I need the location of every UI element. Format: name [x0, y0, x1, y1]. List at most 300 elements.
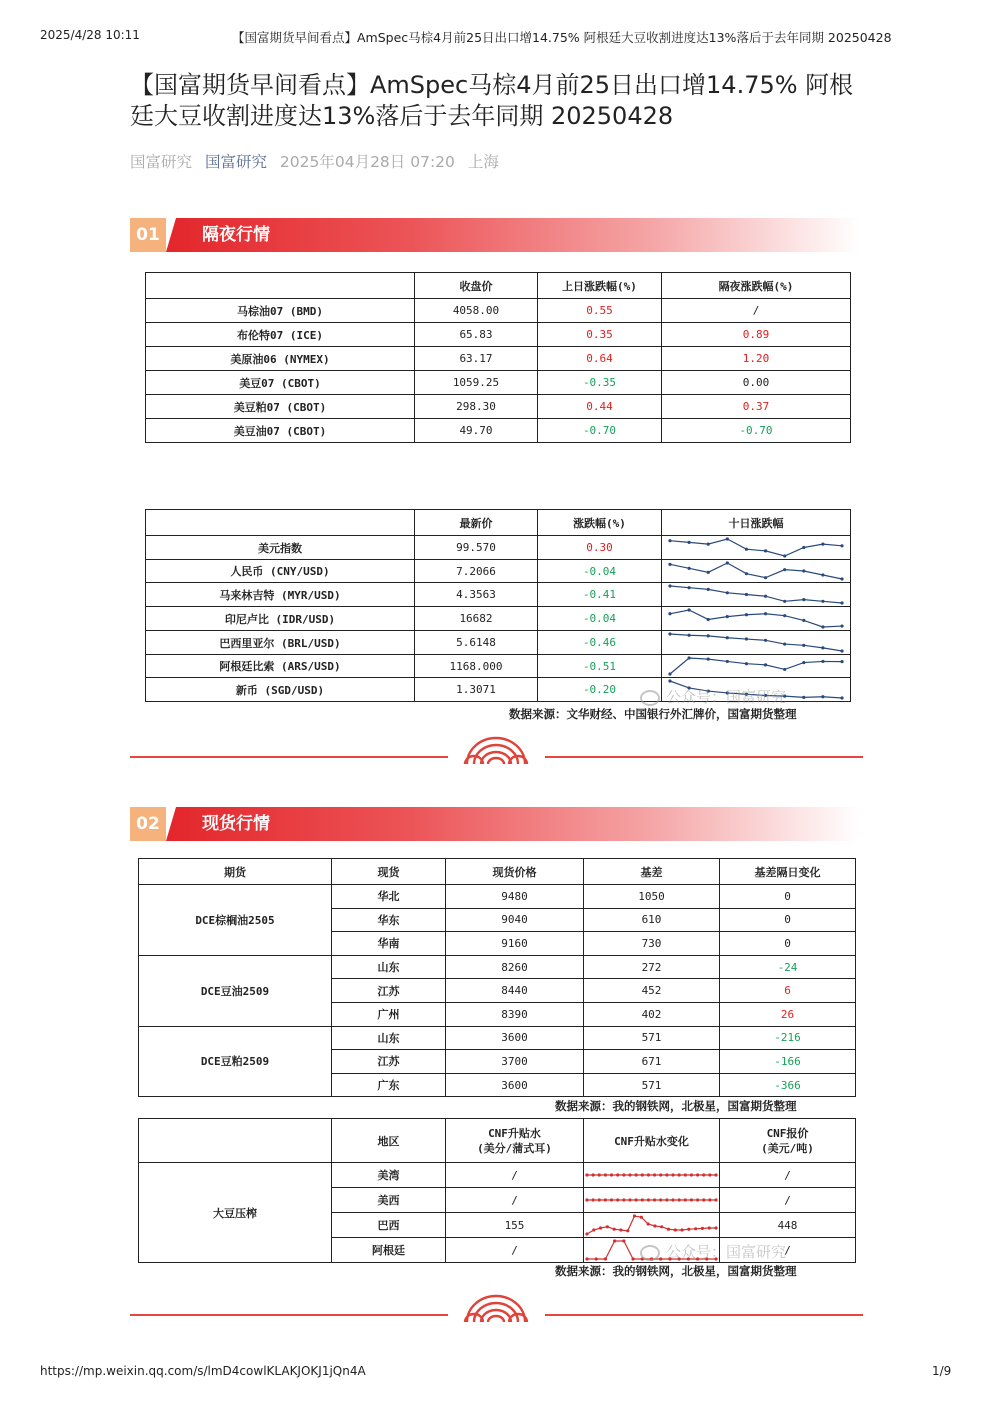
- sparkline-point: [622, 1198, 625, 1201]
- sparkline-point: [687, 541, 690, 544]
- row-label: 马棕油07 (BMD): [146, 299, 415, 323]
- area: 美西: [332, 1188, 446, 1213]
- sparkline-point: [714, 1173, 717, 1176]
- sparkline-point: [665, 1198, 668, 1201]
- sparkline-point: [619, 1228, 622, 1231]
- sparkline-point: [802, 598, 805, 601]
- section-number: 02: [130, 807, 166, 841]
- header-futures: 期货: [139, 859, 332, 885]
- article-source: 国富研究: [130, 153, 193, 171]
- sparkline-point: [694, 1227, 697, 1230]
- sparkline-point: [707, 543, 710, 546]
- header-latest: 最新价: [415, 510, 538, 536]
- prev-change: -0.70: [538, 419, 662, 443]
- sparkline-point: [595, 1257, 598, 1260]
- latest-price: 1168.000: [415, 655, 538, 678]
- close-price: 298.30: [415, 395, 538, 419]
- sparkline-path: [670, 610, 842, 627]
- spot-region: 华东: [332, 908, 446, 932]
- sparkline-point: [668, 539, 671, 542]
- latest-price: 4.3563: [415, 583, 538, 607]
- cnf-premium: /: [446, 1238, 584, 1263]
- row-label: 马来林吉特 (MYR/USD): [146, 583, 415, 607]
- sparkline-path: [670, 658, 842, 674]
- spot-price: 3600: [446, 1073, 584, 1097]
- divider-line-left: [130, 756, 448, 758]
- ten-day-sparkline: [662, 607, 851, 631]
- header-blank: [146, 510, 415, 536]
- section-header-overnight: [130, 218, 860, 252]
- sparkline-point: [616, 1173, 619, 1176]
- sparkline-point: [592, 1228, 595, 1231]
- sparkline-point: [690, 1173, 693, 1176]
- futures-contract: DCE豆油2509: [139, 955, 332, 1026]
- row-label: 美豆07 (CBOT): [146, 371, 415, 395]
- sparkline-point: [628, 1198, 631, 1201]
- sparkline-point: [802, 546, 805, 549]
- spot-region: 江苏: [332, 979, 446, 1003]
- sparkline-point: [610, 1198, 613, 1201]
- sparkline-point: [671, 1198, 674, 1201]
- sparkline-point: [745, 637, 748, 640]
- sparkline-point: [687, 656, 690, 659]
- sparkline-point: [714, 1226, 717, 1229]
- fx-table: [145, 509, 851, 702]
- change-pct: -0.04: [538, 560, 662, 583]
- cnf-quote: /: [720, 1238, 856, 1263]
- sparkline-point: [783, 642, 786, 645]
- basis-change: 26: [720, 1002, 856, 1026]
- cnf-premium: /: [446, 1188, 584, 1213]
- ten-day-sparkline: [662, 536, 851, 560]
- sparkline-point: [687, 608, 690, 611]
- source-note: 数据来源：文华财经、中国银行外汇牌价，国富期货整理: [509, 707, 797, 721]
- spot-region: 江苏: [332, 1050, 446, 1074]
- cnf-quote: /: [720, 1163, 856, 1188]
- row-label: 美元指数: [146, 536, 415, 560]
- sparkline-point: [764, 549, 767, 552]
- table-row: [146, 607, 851, 631]
- sparkline-point: [653, 1224, 656, 1227]
- basis: 452: [584, 979, 720, 1003]
- row-label: 美豆油07 (CBOT): [146, 419, 415, 443]
- table-row: [139, 1163, 856, 1188]
- basis: 272: [584, 955, 720, 979]
- spot-basis-table: [138, 858, 856, 1097]
- sparkline-point: [840, 660, 843, 663]
- sparkline-point: [802, 619, 805, 622]
- prev-change: 0.35: [538, 323, 662, 347]
- futures-contract: DCE棕榈油2505: [139, 885, 332, 956]
- close-price: 63.17: [415, 347, 538, 371]
- divider-line-right: [545, 756, 863, 758]
- basis-change: -166: [720, 1050, 856, 1074]
- cloud-ornament-icon: [463, 736, 529, 766]
- sparkline-point: [726, 591, 729, 594]
- sparkline-point: [640, 1216, 643, 1219]
- basis-change: -366: [720, 1073, 856, 1097]
- table-row: [146, 560, 851, 583]
- header-blank: [139, 1119, 332, 1163]
- sparkline-point: [696, 1198, 699, 1201]
- sparkline-point: [610, 1173, 613, 1176]
- area: 巴西: [332, 1213, 446, 1238]
- sparkline-point: [821, 573, 824, 576]
- sparkline-point: [764, 663, 767, 666]
- table-row: [146, 655, 851, 678]
- prev-change: 0.44: [538, 395, 662, 419]
- row-label: 美原油06 (NYMEX): [146, 347, 415, 371]
- header-basis: 基差: [584, 859, 720, 885]
- sparkline-point: [592, 1198, 595, 1201]
- basis: 730: [584, 932, 720, 956]
- sparkline-point: [585, 1257, 588, 1260]
- sparkline-path: [670, 539, 842, 556]
- sparkline-point: [821, 625, 824, 628]
- sparkline-point: [821, 646, 824, 649]
- table-row: [146, 631, 851, 655]
- sparkline-point: [745, 548, 748, 551]
- print-datetime: 2025/4/28 10:11: [40, 28, 140, 42]
- spot-price: 8260: [446, 955, 584, 979]
- sparkline-point: [667, 1228, 670, 1231]
- sparkline-point: [622, 1173, 625, 1176]
- sparkline-point: [599, 1226, 602, 1229]
- sparkline-point: [668, 612, 671, 615]
- change-pct: -0.41: [538, 583, 662, 607]
- sparkline-point: [783, 568, 786, 571]
- sparkline-point: [745, 572, 748, 575]
- sparkline-point: [628, 1173, 631, 1176]
- account-link[interactable]: 国富研究: [204, 153, 267, 171]
- latest-price: 7.2066: [415, 560, 538, 583]
- sparkline-point: [647, 1173, 650, 1176]
- latest-price: 99.570: [415, 536, 538, 560]
- sparkline-point: [671, 1173, 674, 1176]
- overnight-table: [145, 272, 851, 443]
- prev-change: 0.55: [538, 299, 662, 323]
- publish-location: 上海: [467, 153, 499, 171]
- group-label: 大豆压榨: [139, 1163, 332, 1263]
- basis: 1050: [584, 885, 720, 909]
- spot-region: 山东: [332, 1026, 446, 1050]
- header-spot: 现货: [332, 859, 446, 885]
- night-change: -0.70: [662, 419, 851, 443]
- sparkline-point: [678, 1173, 681, 1176]
- cloud-ornament-icon: [463, 1294, 529, 1324]
- spot-price: 9160: [446, 932, 584, 956]
- spot-price: 8440: [446, 979, 584, 1003]
- sparkline-point: [660, 1225, 663, 1228]
- article-title: 【国富期货早间看点】AmSpec马棕4月前25日出口增14.75% 阿根廷大豆收割进度达13%落后于去年同期 20250428: [130, 71, 854, 130]
- sparkline-point: [840, 649, 843, 652]
- row-label: 新币 (SGD/USD): [146, 678, 415, 702]
- table-row: [146, 371, 851, 395]
- area: 美湾: [332, 1163, 446, 1188]
- table-row: [139, 955, 856, 979]
- sparkline-point: [783, 554, 786, 557]
- cnf-change-sparkline: [584, 1163, 720, 1188]
- basis-change: 6: [720, 979, 856, 1003]
- spot-price: 3700: [446, 1050, 584, 1074]
- sparkline-point: [764, 576, 767, 579]
- basis-change: -216: [720, 1026, 856, 1050]
- sparkline-point: [714, 1198, 717, 1201]
- sparkline-point: [726, 537, 729, 540]
- wechat-icon: [640, 1245, 660, 1261]
- header-change: 涨跌幅(%): [538, 510, 662, 536]
- row-label: 美豆粕07 (CBOT): [146, 395, 415, 419]
- table-row: [146, 299, 851, 323]
- ten-day-sparkline: [662, 583, 851, 607]
- sparkline-point: [702, 1198, 705, 1201]
- sparkline-point: [701, 1227, 704, 1230]
- sparkline-point: [821, 660, 824, 663]
- table-row: [146, 419, 851, 443]
- prev-change: 0.64: [538, 347, 662, 371]
- night-change: 1.20: [662, 347, 851, 371]
- latest-price: 5.6148: [415, 631, 538, 655]
- table-row: [146, 583, 851, 607]
- sparkline-point: [708, 1226, 711, 1229]
- footer-url[interactable]: https://mp.weixin.qq.com/s/lmD4cowlKLAKJOKJ1jQn4A: [40, 1364, 366, 1378]
- print-title: 【国富期货早间看点】AmSpec马棕4月前25日出口增14.75% 阿根廷大豆收割进度达13%落后于去年同期 20250428: [232, 30, 892, 45]
- sparkline-point: [659, 1198, 662, 1201]
- sparkline-point: [802, 644, 805, 647]
- sparkline-point: [708, 1173, 711, 1176]
- sparkline-point: [668, 563, 671, 566]
- header-close: 收盘价: [415, 273, 538, 299]
- row-label: 布伦特07 (ICE): [146, 323, 415, 347]
- row-label: 阿根廷比索 (ARS/USD): [146, 655, 415, 678]
- table-row: [146, 323, 851, 347]
- basis-change: 0: [720, 932, 856, 956]
- section-banner: [166, 807, 860, 841]
- sparkline-point: [647, 1222, 650, 1225]
- sparkline-point: [707, 634, 710, 637]
- sparkline-point: [678, 1198, 681, 1201]
- sparkline-point: [668, 672, 671, 675]
- close-price: 65.83: [415, 323, 538, 347]
- watermark: 公众号：国富研究: [640, 686, 786, 707]
- table-row: [139, 1026, 856, 1050]
- sparkline-point: [647, 1198, 650, 1201]
- spot-price: 9040: [446, 908, 584, 932]
- basis-change: -24: [720, 955, 856, 979]
- sparkline-point: [687, 586, 690, 589]
- close-price: 4058.00: [415, 299, 538, 323]
- sparkline-point: [840, 696, 843, 699]
- sparkline-point: [707, 571, 710, 574]
- sparkline-point: [616, 1198, 619, 1201]
- cnf-quote: 448: [720, 1213, 856, 1238]
- header-basis-change: 基差隔日变化: [720, 859, 856, 885]
- sparkline-point: [783, 614, 786, 617]
- sparkline-point: [613, 1239, 616, 1242]
- area: 阿根廷: [332, 1238, 446, 1263]
- basis: 402: [584, 1002, 720, 1026]
- sparkline-point: [696, 1173, 699, 1176]
- night-change: 0.89: [662, 323, 851, 347]
- header-area: 地区: [332, 1119, 446, 1163]
- divider-line-right: [545, 1314, 863, 1316]
- header-night-change: 隔夜涨跌幅(%): [662, 273, 851, 299]
- latest-price: 16682: [415, 607, 538, 631]
- sparkline-path: [670, 586, 842, 603]
- cnf-change-sparkline: [584, 1188, 720, 1213]
- section-title: 现货行情: [202, 814, 270, 834]
- sparkline-point: [626, 1229, 629, 1232]
- sparkline-point: [726, 561, 729, 564]
- sparkline-point: [687, 634, 690, 637]
- header-cnf: CNF升贴水 (美分/蒲式耳): [446, 1119, 584, 1163]
- spot-price: 9480: [446, 885, 584, 909]
- sparkline-point: [802, 661, 805, 664]
- spot-region: 华北: [332, 885, 446, 909]
- basis: 610: [584, 908, 720, 932]
- sparkline-point: [684, 1173, 687, 1176]
- sparkline-point: [668, 679, 671, 682]
- basis: 571: [584, 1073, 720, 1097]
- section-number: 01: [130, 218, 166, 252]
- header-prev-change: 上日涨跌幅(%): [538, 273, 662, 299]
- header-cnf-change: CNF升贴水变化: [584, 1119, 720, 1163]
- sparkline-point: [635, 1173, 638, 1176]
- publish-date: 2025年04月28日 07:20: [279, 153, 455, 171]
- sparkline-point: [821, 543, 824, 546]
- sparkline-point: [745, 613, 748, 616]
- sparkline-point: [684, 1198, 687, 1201]
- sparkline-point: [635, 1198, 638, 1201]
- sparkline-point: [633, 1214, 636, 1217]
- sparkline-point: [680, 1228, 683, 1231]
- cnf-quote: /: [720, 1188, 856, 1213]
- sparkline-point: [604, 1173, 607, 1176]
- sparkline-point: [687, 567, 690, 570]
- table-row: [139, 885, 856, 909]
- row-label: 人民币 (CNY/USD): [146, 560, 415, 583]
- sparkline-point: [604, 1198, 607, 1201]
- sparkline-path: [670, 563, 842, 579]
- latest-price: 1.3071: [415, 678, 538, 702]
- sparkline-point: [840, 544, 843, 547]
- sparkline-point: [840, 601, 843, 604]
- divider-line-left: [130, 1314, 448, 1316]
- change-pct: -0.51: [538, 655, 662, 678]
- basis: 671: [584, 1050, 720, 1074]
- sparkline-point: [592, 1173, 595, 1176]
- sparkline-point: [598, 1173, 601, 1176]
- sparkline-point: [702, 1173, 705, 1176]
- wechat-icon: [640, 690, 660, 706]
- prev-change: -0.35: [538, 371, 662, 395]
- header-spot-price: 现货价格: [446, 859, 584, 885]
- basis-change: 0: [720, 885, 856, 909]
- row-label: 印尼卢比 (IDR/USD): [146, 607, 415, 631]
- night-change: 0.37: [662, 395, 851, 419]
- page-number: 1/9: [932, 1364, 952, 1378]
- sparkline-point: [653, 1198, 656, 1201]
- sparkline-point: [585, 1198, 588, 1201]
- sparkline-point: [802, 696, 805, 699]
- sparkline-point: [726, 660, 729, 663]
- sparkline-point: [726, 615, 729, 618]
- sparkline-point: [622, 1239, 625, 1242]
- sparkline-point: [641, 1173, 644, 1176]
- change-pct: -0.04: [538, 607, 662, 631]
- sparkline-point: [840, 577, 843, 580]
- close-price: 49.70: [415, 419, 538, 443]
- sparkline-point: [690, 1198, 693, 1201]
- sparkline-point: [641, 1198, 644, 1201]
- night-change: /: [662, 299, 851, 323]
- sparkline-point: [708, 1198, 711, 1201]
- sparkline-point: [604, 1257, 607, 1260]
- sparkline-point: [764, 595, 767, 598]
- sparkline-point: [821, 600, 824, 603]
- sparkline-point: [687, 1228, 690, 1231]
- sparkline-point: [668, 632, 671, 635]
- cnf-premium: /: [446, 1163, 584, 1188]
- sparkline-point: [585, 1173, 588, 1176]
- sparkline-point: [783, 668, 786, 671]
- source-note: 数据来源：我的钢铁网，北极星，国富期货整理: [555, 1099, 797, 1113]
- sparkline-point: [745, 593, 748, 596]
- section-header-spot: [130, 807, 860, 841]
- sparkline-point: [668, 584, 671, 587]
- change-pct: -0.20: [538, 678, 662, 702]
- ten-day-sparkline: [662, 655, 851, 678]
- spot-region: 山东: [332, 955, 446, 979]
- sparkline-point: [631, 1257, 634, 1260]
- cnf-change-sparkline: [584, 1213, 720, 1238]
- table-row: [146, 347, 851, 371]
- spot-price: 3600: [446, 1026, 584, 1050]
- table-row: [146, 536, 851, 560]
- change-pct: 0.30: [538, 536, 662, 560]
- spot-region: 华南: [332, 932, 446, 956]
- spot-price: 8390: [446, 1002, 584, 1026]
- sparkline-point: [707, 658, 710, 661]
- sparkline-point: [802, 569, 805, 572]
- change-pct: -0.46: [538, 631, 662, 655]
- section-banner: [166, 218, 860, 252]
- header-ten-day: 十日涨跌幅: [662, 510, 851, 536]
- sparkline-point: [783, 600, 786, 603]
- basis-change: 0: [720, 908, 856, 932]
- sparkline-point: [674, 1228, 677, 1231]
- sparkline-point: [665, 1173, 668, 1176]
- spot-region: 广州: [332, 1002, 446, 1026]
- ten-day-sparkline: [662, 631, 851, 655]
- sparkline-point: [840, 624, 843, 627]
- row-label: 巴西里亚尔 (BRL/USD): [146, 631, 415, 655]
- section-title: 隔夜行情: [202, 225, 270, 245]
- sparkline-point: [764, 612, 767, 615]
- sparkline-point: [613, 1228, 616, 1231]
- spot-region: 广东: [332, 1073, 446, 1097]
- close-price: 1059.25: [415, 371, 538, 395]
- sparkline-point: [659, 1173, 662, 1176]
- sparkline-point: [653, 1173, 656, 1176]
- table-row: [146, 395, 851, 419]
- night-change: 0.00: [662, 371, 851, 395]
- header-cnf-quote: CNF报价 (美元/吨): [720, 1119, 856, 1163]
- futures-contract: DCE豆粕2509: [139, 1026, 332, 1097]
- watermark: 公众号：国富研究: [640, 1241, 786, 1262]
- sparkline-point: [726, 636, 729, 639]
- sparkline-point: [606, 1225, 609, 1228]
